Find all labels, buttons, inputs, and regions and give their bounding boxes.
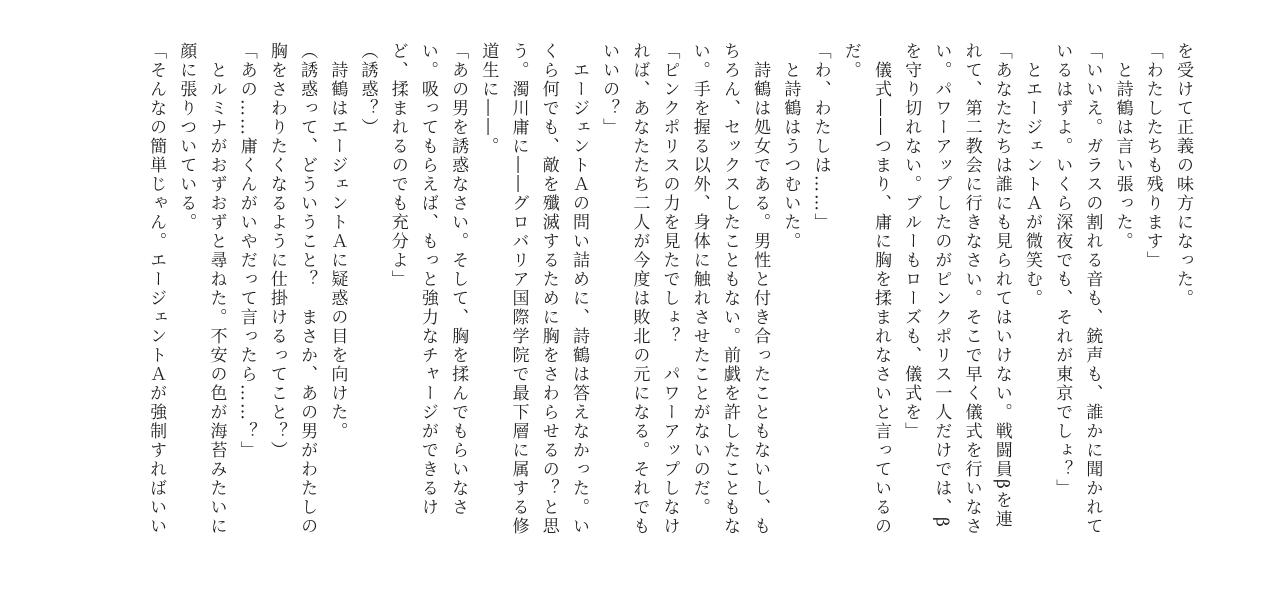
text-line: い。パワーアップしたのがピンクポリス一人だけでは、β xyxy=(931,42,952,529)
text-line: 「わ、わたしは……」 xyxy=(810,42,831,232)
text-line: とルミナがおずおずと尋ねた。不安の色が海苔みたいに xyxy=(206,42,227,536)
text-line: い。吸ってもらえば、もっと強力なチャージができるけ xyxy=(417,42,438,517)
text-line: くら何でも、敵を殲滅するために胸をさわらせるの？と思 xyxy=(538,42,559,536)
text-line: 顔に張りついている。 xyxy=(176,42,197,232)
text-line: 「あの男を誘惑なさい。そして、胸を揉んでもらいなさ xyxy=(448,42,469,517)
text-line: 詩鶴はエージェントＡに疑惑の目を向けた。 xyxy=(327,42,348,441)
text-line: 「いいえ。ガラスの割れる音も、銃声も、誰かに聞かれて xyxy=(1082,42,1103,536)
text-line: 「そんなの簡単じゃん。エージェントＡが強制すればいい xyxy=(146,42,167,536)
text-line: 「あの……庸くんがいやだって言ったら……？」 xyxy=(236,42,257,460)
text-line: （誘惑って、どういうこと？ まさか、あの男がわたしの xyxy=(297,42,318,536)
text-line: を受けて正義の味方になった。 xyxy=(1173,42,1193,308)
text-line: と詩鶴はうつむいた。 xyxy=(780,42,801,251)
text-line: （誘惑？） xyxy=(357,42,378,137)
text-line: 儀式――つまり、庸に胸を揉まれなさいと言っているの xyxy=(870,42,891,536)
text-line: いいの？」 xyxy=(599,42,620,137)
text-line: とエージェントＡが微笑む。 xyxy=(1021,42,1042,308)
text-line: れば、あなたたち二人が今度は敗北の元になる。それでも xyxy=(629,42,650,536)
vertical-text-block xyxy=(141,42,1198,602)
text-line: いるはずよ。いくら深夜でも、それが東京でしょ？」 xyxy=(1052,42,1073,498)
text-line: 胸をさわりたくなるように仕掛けるってこと？） xyxy=(266,42,287,460)
text-line: い。手を握る以外、身体に触れさせたことがないのだ。 xyxy=(689,42,710,517)
text-line: 詩鶴は処女である。男性と付き合ったこともないし、も xyxy=(750,42,771,536)
text-line: ちろん、セックスしたこともない。前戯を許したこともな xyxy=(719,42,740,536)
text-line: 「わたしたちも残ります」 xyxy=(1142,42,1163,270)
text-line: を守り切れない。ブルーもローズも、儀式を」 xyxy=(901,42,922,441)
text-line: う。濁川庸に――グロバリア国際学院で最下層に属する修 xyxy=(508,42,529,536)
text-line: だ。 xyxy=(840,42,861,80)
text-line: ど、揉まれるのでも充分よ」 xyxy=(387,42,408,289)
text-line: と詩鶴は言い張った。 xyxy=(1112,42,1133,251)
text-line: れて、第二教会に行きなさい。そこで早く儀式を行いなさ xyxy=(961,42,982,536)
text-line: 「ピンクポリスの力を見たでしょ？ パワーアップしなけ xyxy=(659,42,680,536)
text-line: エージェントＡの問い詰めに、詩鶴は答えなかった。い xyxy=(568,42,589,536)
text-line: 「あなたたちは誰にも見られてはいけない。戦闘員βを連 xyxy=(991,42,1012,529)
text-line: 道生に――。 xyxy=(478,42,499,156)
